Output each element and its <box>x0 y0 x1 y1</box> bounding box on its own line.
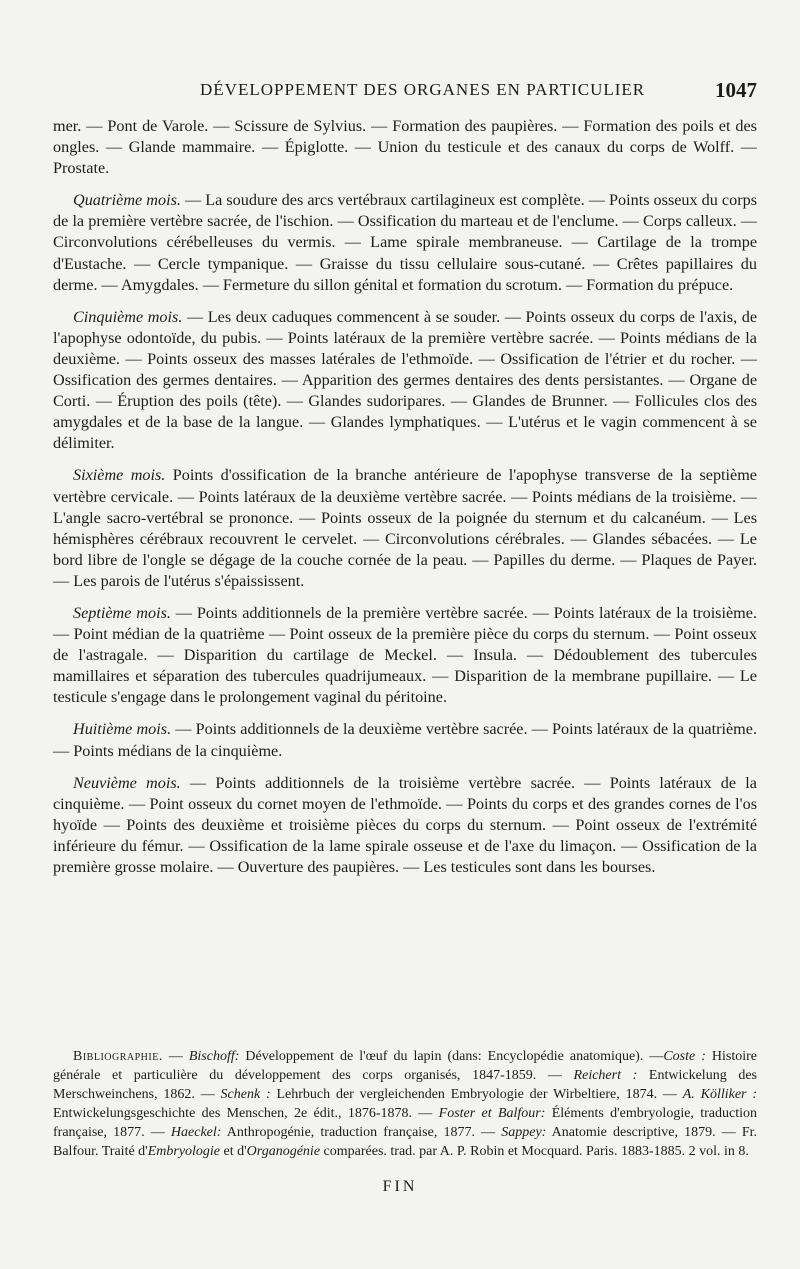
paragraph-sixth-month <box>53 465 757 592</box>
paragraph-third-month-end <box>53 116 757 179</box>
author: Haeckel: <box>170 1125 222 1140</box>
reference: et d' <box>220 1144 247 1159</box>
paragraph-eighth-month <box>53 719 757 761</box>
author: Bischoff: <box>188 1049 240 1064</box>
paragraph-text: — Points additionnels de la deuxième vertèbre sacrée. — Points latéraux de la quatrième. — Points médians de la cinquième. <box>53 720 757 760</box>
page-header <box>53 78 757 106</box>
paragraph-text: — Points additionnels de la troisième vertèbre sacrée. — Points latéraux de la cinquième. — Point osseux du cornet moyen de l'ethmoïde. — Points du corps et des grandes cornes de l'os hyoïde — Points des deuxième et troisième pièces du corps du sternum. — Point osseux de l'extrémité inférieure du fémur. — Ossification de la lame spirale osseuse et de l'axe du limaçon. — Ossification de la première grosse molaire. — Ouverture des paupières. — Les testicules sont dans les bourses. <box>53 773 757 876</box>
paragraph-text: — Points additionnels de la première vertèbre sacrée. — Points latéraux de la troisième. — Point médian de la quatrième — Point osseux de la première pièce du corps du sternum. — Point osseux de l'astragale. — Disparition du cartilage de Meckel. — Insula. — Dédoublement des tubercules mamillaires et séparation des tubercules quadrijumeaux. — Disparition de la membrane pupillaire. — Le testicule s'engage dans le prolongement vaginal du péritoine. <box>53 603 757 707</box>
reference: Lehrbuch der vergleichenden Embryologie der Wirbeltiere, 1874. — <box>270 1087 677 1102</box>
author: Schenk : <box>220 1087 271 1102</box>
reference: Anatomie descriptive, 1879. — Fr. Balfour. Traité d' <box>53 1125 758 1159</box>
paragraph-text: — Les deux caduques commencent à se souder. — Points osseux du corps de l'axis, de l'apophyse odontoïde, du pubis. — Points latéraux de la première vertèbre sacrée. — Points médians de la deuxième. — Points osseux des masses latérales de l'ethmoïde. — Ossification de l'étrier et du rocher. — Ossification des germes dentaires. — Apparition des germes dentaires des dents persistantes. — Organe de Corti. — Éruption des poils (tête). — Glandes sudoripares. — Glandes de Brunner. — Follicules clos des amygdales et de la base de la langue. — Glandes lymphatiques. — L'utérus et le vagin commencent à se délimiter. <box>53 307 758 453</box>
paragraph-seventh-month <box>53 603 757 708</box>
paragraph-fourth-month <box>53 190 757 295</box>
month-label: Neuvième mois. <box>73 773 181 792</box>
main-text <box>53 116 757 878</box>
month-label: Sixième mois. <box>73 466 166 485</box>
reference: Anthropogénie, traduction française, 1877. — <box>221 1125 496 1140</box>
author: A. Kölliker : <box>682 1087 757 1102</box>
title-word: Organogénie <box>246 1144 321 1159</box>
reference: Entwickelungsgeschichte des Menschen, 2e édit., 1876-1878. — <box>53 1106 433 1121</box>
author: Foster et Balfour: <box>438 1106 546 1121</box>
bibliography-heading: Bibliographie. <box>73 1049 163 1064</box>
reference: Éléments d'embryologie, traduction française, 1877. — <box>53 1106 757 1140</box>
author: Sappey: <box>501 1125 547 1140</box>
month-label: Quatrième mois. <box>73 191 181 210</box>
title-word: Embryologie <box>147 1144 221 1159</box>
end-mark: FIN <box>382 1178 418 1195</box>
author: Coste : <box>663 1049 706 1064</box>
paragraph-text: mer. — Pont de Varole. — Scissure de Sylvius. — Formation des paupières. — Formation des poils et des ongles. — Glande mammaire. — Épiglotte. — Union du testicule et des canaux du corps de Wolff. — Prostate. <box>53 117 757 178</box>
author: Reichert : <box>573 1068 638 1083</box>
paragraph-text: Points d'ossification de la branche antérieure de l'apophyse transverse de la septième vertèbre cervicale. — Points latéraux de la deuxième vertèbre sacrée. — Points médians de la troisième. — L'angle sacro-vertébral se prononce. — Points osseux de la poignée du sternum et du calcanéum. — Les hémisphères cérébraux recouvrent le cervelet. — Circonvolutions cérébrales. — Glandes sébacées. — Le bord libre de l'ongle se dégage de la couche cornée de la peau. — Papilles du derme. — Plaques de Payer. — Les parois de l'utérus s'épaississent. <box>53 466 757 590</box>
reference: Développement de l'œuf du lapin (dans: Encyclopédie anatomique). — <box>239 1049 664 1064</box>
reference: comparées. trad. par A. P. Robin et Mocquard. Paris. 1883-1885. 2 vol. in 8. <box>320 1144 749 1159</box>
month-label: Huitième mois. <box>73 720 172 739</box>
month-label: Septième mois. <box>73 603 171 622</box>
month-label: Cinquième mois. <box>73 307 183 326</box>
paragraph-ninth-month <box>53 773 757 878</box>
running-title: DÉVELOPPEMENT DES ORGANES EN PARTICULIER <box>200 80 646 99</box>
reference: Entwickelung des Merschweinchens, 1862. — <box>53 1068 758 1102</box>
paragraph-fifth-month <box>53 307 757 455</box>
reference: Histoire générale et particulière du développement des corps organisés, 1847-1859. — <box>53 1049 757 1083</box>
page-number: 1047 <box>715 78 757 102</box>
bibliography: Bibliographie. — Bischoff: Développement de l'œuf du lapin (dans: Encyclopédie anatomique). —Coste : Histoire générale et particulière du développement des corps organisés, 1847-1859. — Reichert : Entwickelung des Merschweinchens, 1862. — Schenk : Lehrbuch der vergleichenden Embryologie der Wirbeltiere, 1874. — A. Kölliker : Entwickelungsgeschichte des Menschen, 2e édit., 1876-1878. — Foster et Balfour: Éléments d'embryologie, traduction française, 1877. — Haeckel: Anthropogénie, traduction française, 1877. — Sappey: Anatomie descriptive, 1879. — Fr. Balfour. Traité d'Embryologie et d'Organogénie comparées. trad. par A. P. Robin et Mocquard. Paris. 1883-1885. 2 vol. in 8. <box>53 1049 758 1159</box>
paragraph-text: — La soudure des arcs vertébraux cartilagineux est complète. — Points osseux du corps de la première vertèbre sacrée, de l'ischion. — Ossification du marteau et de l'enclume. — Corps calleux. — Circonvolutions cérébelleuses du vermis. — Lame spirale membraneuse. — Cartilage de la trompe d'Eustache. — Cercle tympanique. — Graisse du tissu cellulaire sous-cutané. — Crêtes papillaires du derme. — Amygdales. — Fermeture du sillon génital et formation du scrotum. — Formation du prépuce. <box>53 191 757 294</box>
